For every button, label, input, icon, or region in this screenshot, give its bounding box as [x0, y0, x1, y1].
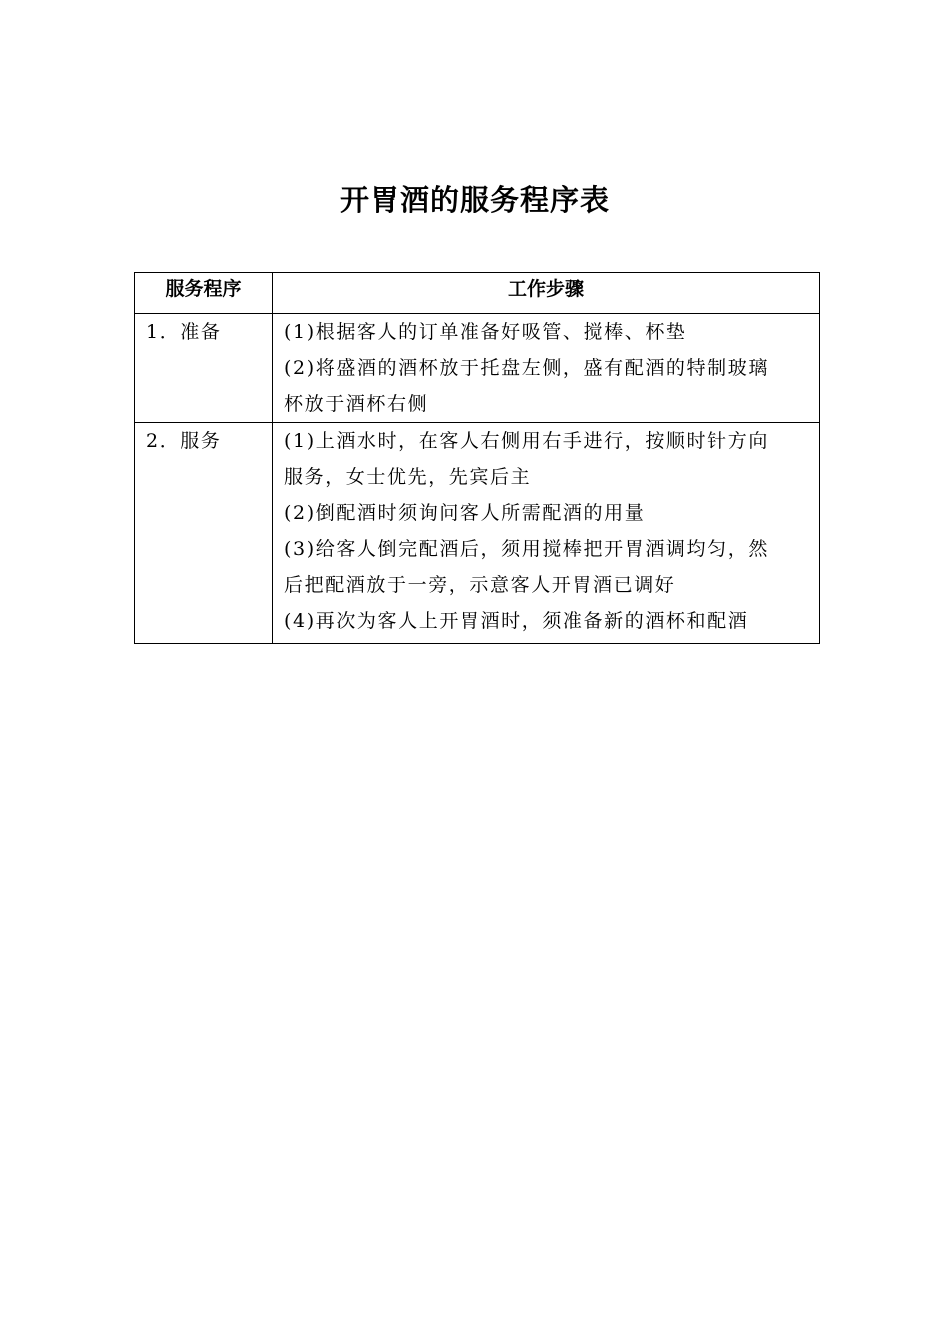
procedure-cell [135, 423, 273, 644]
step-line: (2)倒配酒时须询问客人所需配酒的用量 [284, 502, 646, 524]
steps-cell [273, 423, 820, 644]
step-line: (4)再次为客人上开胃酒时，须准备新的酒杯和配酒 [284, 610, 749, 632]
step-line: 服务，女士优先，先宾后主 [284, 466, 532, 488]
procedure-label: 1．准备 [146, 321, 222, 343]
header-steps: 工作步骤 [273, 273, 820, 314]
step-line: 杯放于酒杯右侧 [284, 393, 429, 415]
step-line: 后把配酒放于一旁，示意客人开胃酒已调好 [284, 574, 676, 596]
table-row [135, 423, 820, 644]
procedure-cell [135, 314, 273, 423]
service-procedure-table [134, 272, 820, 644]
header-procedure: 服务程序 [135, 273, 273, 314]
table-header-row [135, 273, 820, 314]
table-row [135, 314, 820, 423]
step-line: (1)根据客人的订单准备好吸管、搅棒、杯垫 [284, 321, 687, 343]
page-title: 开胃酒的服务程序表 [339, 183, 610, 217]
step-line: (3)给客人倒完配酒后，须用搅棒把开胃酒调均匀，然 [284, 538, 769, 560]
steps-cell [273, 314, 820, 423]
procedure-label: 2．服务 [146, 430, 222, 452]
step-line: (1)上酒水时，在客人右侧用右手进行，按顺时针方向 [284, 430, 769, 452]
step-line: (2)将盛酒的酒杯放于托盘左侧，盛有配酒的特制玻璃 [284, 357, 769, 379]
